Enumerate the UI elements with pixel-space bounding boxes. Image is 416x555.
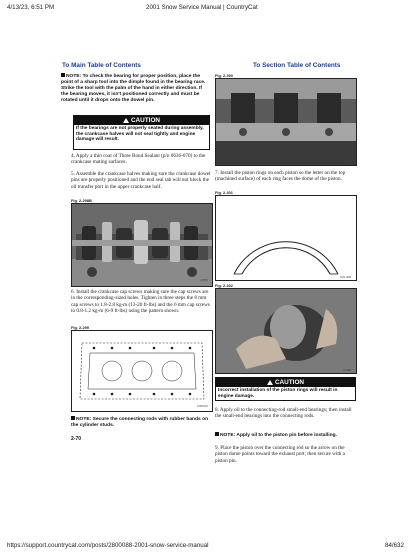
page-number: 2-70 (71, 436, 82, 442)
fig-code: AC388 (343, 369, 351, 372)
warning-triangle-icon (267, 380, 273, 385)
note-piston-pin: NOTE: Apply oil to the piston pin before installing. (215, 432, 356, 439)
caution-box-bearings (73, 115, 210, 150)
fig-code: AI910 (344, 160, 351, 163)
engine-block-photo (215, 78, 357, 166)
main-toc-link[interactable]: To Main Table of Contents (62, 62, 141, 69)
caution-header: CAUTION (216, 378, 355, 387)
piston-ring-diagram (215, 195, 357, 281)
step-8: 8. Apply oil to the connecting-rod small-end bearings; then install the small-end bearings into the connecting rods. (215, 407, 352, 420)
note-rubber-bands: NOTE: Secure the connecting rods with rubber bands on the cylinder studs. (71, 417, 209, 428)
fig-label: Fig. 2-298B (71, 198, 92, 203)
caution-header: CAUTION (74, 116, 209, 125)
fig-label: Fig. 2-300 (215, 73, 233, 78)
fig-label: Fig. 2-299 (71, 325, 89, 330)
print-url[interactable]: https://support.countrycat.com/posts/2800088-2001-snow-service-manual (7, 542, 209, 549)
caution-text: If the bearings are not properly seated during assembly, the crankcase halves will not seal tightly and engine damage will result. (76, 126, 204, 143)
step-9: 9. Place the piston over the connecting rod so the arrow on the piston dome points toward the exhaust port; then secure with a piston pin. (215, 445, 345, 464)
hand-piston-illustration (216, 289, 356, 373)
piston-install-photo (215, 288, 357, 374)
note-label: NOTE: (66, 74, 82, 79)
piston-ring-drawing (216, 196, 356, 280)
step-4: 4. Apply a thin coat of Three Bond Sealant (p/n 0636-070) to the crankcase mating surfaces. (71, 153, 206, 166)
note-square-icon (61, 73, 65, 77)
fig-label: Fig. 2-301 (215, 190, 233, 195)
note-square-icon (71, 416, 75, 420)
print-datetime: 4/13/23, 6:51 PM (7, 4, 55, 11)
fig-code: TM1-39M (340, 276, 352, 279)
engine-illustration (216, 79, 356, 165)
caution-text: Incorrect installation of the piston rings will result in engine damage. (218, 388, 338, 399)
warning-triangle-icon (123, 118, 129, 123)
fig-label: Fig. 2-302 (215, 283, 233, 288)
fig-code: 0738-010 (197, 405, 208, 408)
crankshaft-illustration (72, 204, 212, 286)
caution-box-piston-rings (215, 377, 356, 401)
note-square-icon (215, 432, 219, 436)
crankcase-photo (71, 203, 213, 287)
note-bearing-position (61, 73, 209, 104)
print-page-count: 84/632 (385, 542, 404, 549)
torque-pattern-diagram (71, 330, 213, 412)
step-7: 7. Install the piston rings on each piston so the letter on the top (machined surface) of each ring faces the dome of the piston. (215, 170, 346, 183)
print-page-title: 2001 Snow Service Manual | CountryCat (146, 4, 258, 11)
step-5: 5. Assemble the crankcase halves making sure the crankcase dowel pins are properly positioned and the end seal tab will not block the oil transfer port in the upper crankcase half. (71, 171, 211, 190)
section-toc-link[interactable]: To Section Table of Contents (253, 62, 341, 69)
step-6: 6. Install the crankcase cap screws making sure the cap screws are in the corresponding-sized holes. Tighten in three steps the 8 mm cap screws to 1.8-2.8 kg-m (13-20 ft-lbs) and the 6 mm cap screws to 0.8-1.2 kg-m (6-9 ft-lbs) using the pattern shown. (71, 289, 210, 314)
fig-code: AX850 (200, 279, 208, 282)
note-text: To check the bearing for proper position, place the point of a sharp tool into the dimple found in the bearing race. Strike the tool with the palm of the hand in either direction. If the bearing moves, it isn't positioned correctly and must be rotated until it drops onto the dowel pin. (61, 74, 206, 103)
crankcase-outline-drawing (72, 331, 212, 411)
